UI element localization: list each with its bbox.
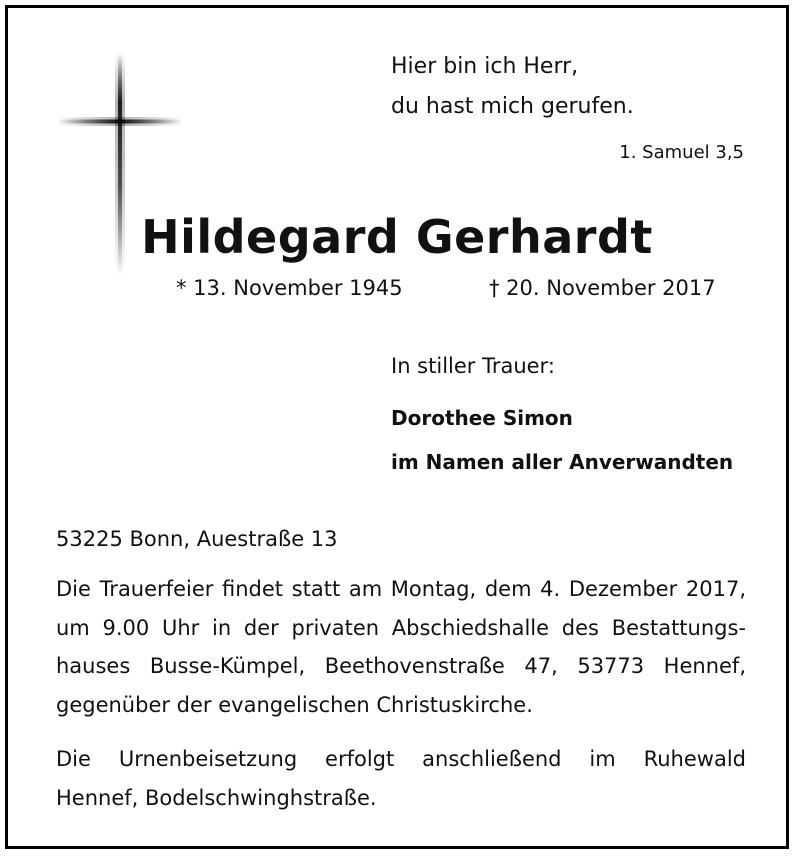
ceremony-line: Die Trauerfeier findet statt am Montag, dem 4. Dezember 2017, [56,577,746,601]
verse-line-1: Hier bin ich Herr, [391,54,579,79]
deceased-name: Hildegard Gerhardt [141,210,653,264]
mourning-intro: In stiller Trauer: [391,354,555,378]
mourner-name: Dorothee Simon [391,406,573,430]
verse-line-2: du hast mich gerufen. [391,94,634,119]
burial-paragraph [56,740,746,817]
ceremony-line: um 9.00 Uhr in der privaten Abschiedshalle des Bestattungs- [56,615,746,640]
ceremony-paragraph [56,570,746,724]
burial-line: Die Urnenbeisetzung erfolgt anschließend im Ruhewald [56,747,746,771]
burial-line: Hennef, Bodelschwinghstraße. [56,785,377,810]
birth-date: * 13. November 1945 [176,276,403,300]
address: 53225 Bonn, Auestraße 13 [56,527,338,551]
ceremony-line: hauses Busse-Kümpel, Beethovenstraße 47, 53773 Hennef, [56,654,746,678]
mourner-family: im Namen aller Anverwandten [391,450,734,474]
death-date: † 20. November 2017 [489,276,716,300]
verse-source: 1. Samuel 3,5 [619,142,744,163]
ceremony-line: gegenüber der evangelischen Christuskirche. [56,692,533,717]
obituary-notice [5,5,789,849]
